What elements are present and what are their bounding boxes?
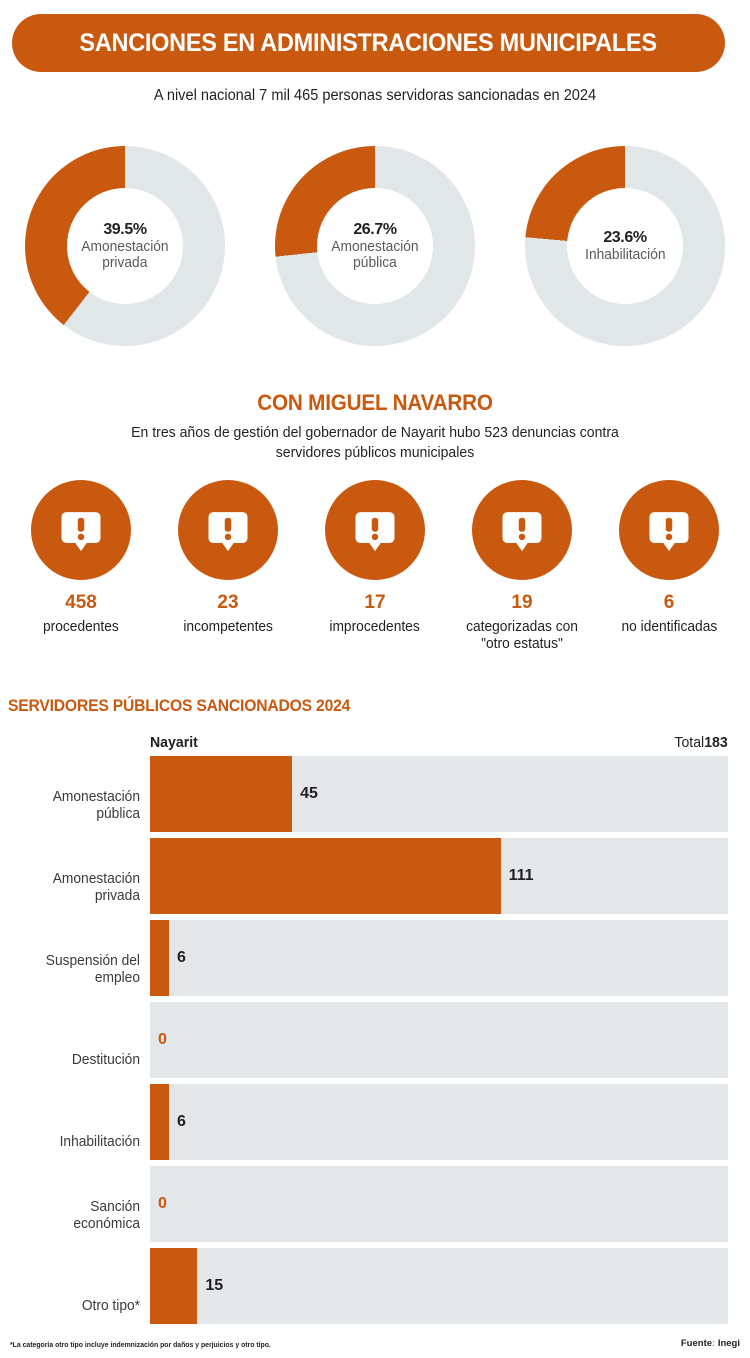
- bar-label-line1: Otro tipo*: [81, 1298, 140, 1315]
- governor-section-title: CON MIGUEL NAVARRO: [257, 390, 493, 415]
- bar-label-line1: Inhabilitación: [59, 1134, 140, 1151]
- bar-track: [150, 920, 728, 996]
- exclamation-badge-icon: [31, 480, 131, 580]
- bar-value-label: 45: [300, 785, 318, 802]
- bar-row: [0, 1248, 750, 1324]
- bar-track: [150, 838, 728, 914]
- stat-item-4: [453, 480, 591, 654]
- bar-chart-header: [0, 734, 750, 756]
- bar-track: [150, 756, 728, 832]
- source-name: Inegi: [717, 1338, 740, 1349]
- bar-row: [0, 756, 750, 832]
- governor-subtitle-line1: En tres años de gestión del gobernador de Nayarit hubo 523 denuncias contra: [131, 425, 619, 441]
- donut-label-line1: Inhabilitación: [584, 246, 666, 263]
- bar-label-line1: Suspensión del: [45, 952, 141, 969]
- bar-track: [150, 1248, 728, 1324]
- bar-fill: [150, 1084, 169, 1160]
- bar-label-line2: económica: [73, 1216, 140, 1233]
- stat-item-3: [306, 480, 444, 654]
- stat-number: 19: [511, 592, 533, 613]
- source-prefix: Fuente: [680, 1338, 713, 1349]
- bar-label-line2: empleo: [94, 970, 140, 987]
- bar-category-label: [7, 1199, 140, 1234]
- stat-label: no identificadas: [621, 619, 717, 635]
- donut-label-line2: pública: [353, 254, 397, 271]
- bar-row: [0, 1166, 750, 1242]
- source-separator: :: [712, 1338, 716, 1349]
- exclamation-badge-icon: [472, 480, 572, 580]
- bar-section-title: SERVIDORES PÚBLICOS SANCIONADOS 2024: [8, 697, 351, 715]
- bar-chart: [0, 734, 750, 1330]
- bar-category-label: [7, 1298, 140, 1316]
- bar-track: [150, 1084, 728, 1160]
- donut-percent: 26.7%: [353, 220, 397, 238]
- stat-label: incompetentes: [183, 619, 273, 635]
- donut-percent: 39.5%: [103, 220, 147, 238]
- bar-value-label: 0: [158, 1031, 167, 1048]
- bar-label-line2: privada: [94, 888, 140, 905]
- bar-value-label: 0: [158, 1195, 167, 1212]
- bar-value-label: 15: [205, 1277, 224, 1294]
- bar-value-label: 6: [176, 949, 186, 966]
- series-label: Nayarit: [150, 734, 198, 751]
- bar-category-label: [7, 871, 140, 906]
- stat-number: 458: [65, 592, 97, 613]
- bar-label-line1: Destitución: [71, 1052, 140, 1069]
- donut-center-label: [67, 188, 183, 304]
- bar-row: [0, 1002, 750, 1078]
- exclamation-badge-icon: [178, 480, 278, 580]
- total-text: Total: [674, 734, 705, 751]
- footnote: *La categoría otro tipo incluye indemnización por daños y perjuicios y otro tipo.: [10, 1340, 271, 1349]
- bar-row: [0, 1084, 750, 1160]
- stat-label: categorizadas con "otro estatus": [466, 619, 578, 653]
- governor-section-subtitle: [19, 424, 732, 464]
- donut-chart-3: [525, 146, 725, 346]
- bar-label-line2: pública: [96, 806, 140, 823]
- bar-row: [0, 920, 750, 996]
- donut-label-line1: Amonestación: [331, 238, 419, 255]
- bar-category-label: [7, 953, 140, 988]
- footer: [0, 1338, 750, 1349]
- stat-item-2: [159, 480, 297, 654]
- bar-value-label: 6: [176, 1113, 186, 1130]
- bar-track: [150, 1166, 728, 1242]
- donut-label-line1: Amonestación: [81, 238, 169, 255]
- total-value: 183: [704, 734, 728, 751]
- stat-label: procedentes: [43, 619, 119, 635]
- bar-row-list: [0, 756, 750, 1324]
- bar-label-line1: Amonestación: [52, 788, 141, 805]
- bar-fill: [150, 838, 501, 914]
- stat-item-5: [600, 480, 738, 654]
- bar-row: [0, 838, 750, 914]
- bar-track: [150, 1002, 728, 1078]
- donut-center-label: [317, 188, 433, 304]
- bar-fill: [150, 756, 292, 832]
- donut-chart-group: [0, 146, 750, 358]
- donut-center-label: [567, 188, 683, 304]
- bar-fill: [150, 1248, 197, 1324]
- total-label: [675, 734, 728, 751]
- bar-value-label: 111: [508, 867, 534, 884]
- bar-label-line1: Sanción: [90, 1198, 140, 1215]
- page-title: SANCIONES EN ADMINISTRACIONES MUNICIPALES: [79, 28, 658, 57]
- stat-label: improcedentes: [329, 619, 421, 635]
- exclamation-badge-icon: [325, 480, 425, 580]
- donut-chart-2: [275, 146, 475, 346]
- donut-label-line2: privada: [102, 254, 148, 271]
- exclamation-badge-icon: [619, 480, 719, 580]
- bar-category-label: [7, 1134, 140, 1152]
- bar-category-label: [7, 789, 140, 824]
- header-subtitle: A nivel nacional 7 mil 465 personas servidoras sancionadas en 2024: [153, 87, 597, 104]
- bar-fill: [150, 920, 169, 996]
- stat-number: 6: [663, 592, 675, 613]
- donut-chart-1: [25, 146, 225, 346]
- stat-number: 17: [364, 592, 386, 613]
- governor-subtitle-line2: servidores públicos municipales: [275, 444, 475, 461]
- bar-label-line1: Amonestación: [52, 870, 141, 887]
- bar-category-label: [7, 1052, 140, 1070]
- stat-item-1: [12, 480, 150, 654]
- source-credit: [681, 1338, 740, 1349]
- donut-percent: 23.6%: [603, 228, 647, 246]
- stat-number: 23: [217, 592, 239, 613]
- header-banner: [12, 14, 725, 72]
- stat-circle-group: [0, 480, 750, 654]
